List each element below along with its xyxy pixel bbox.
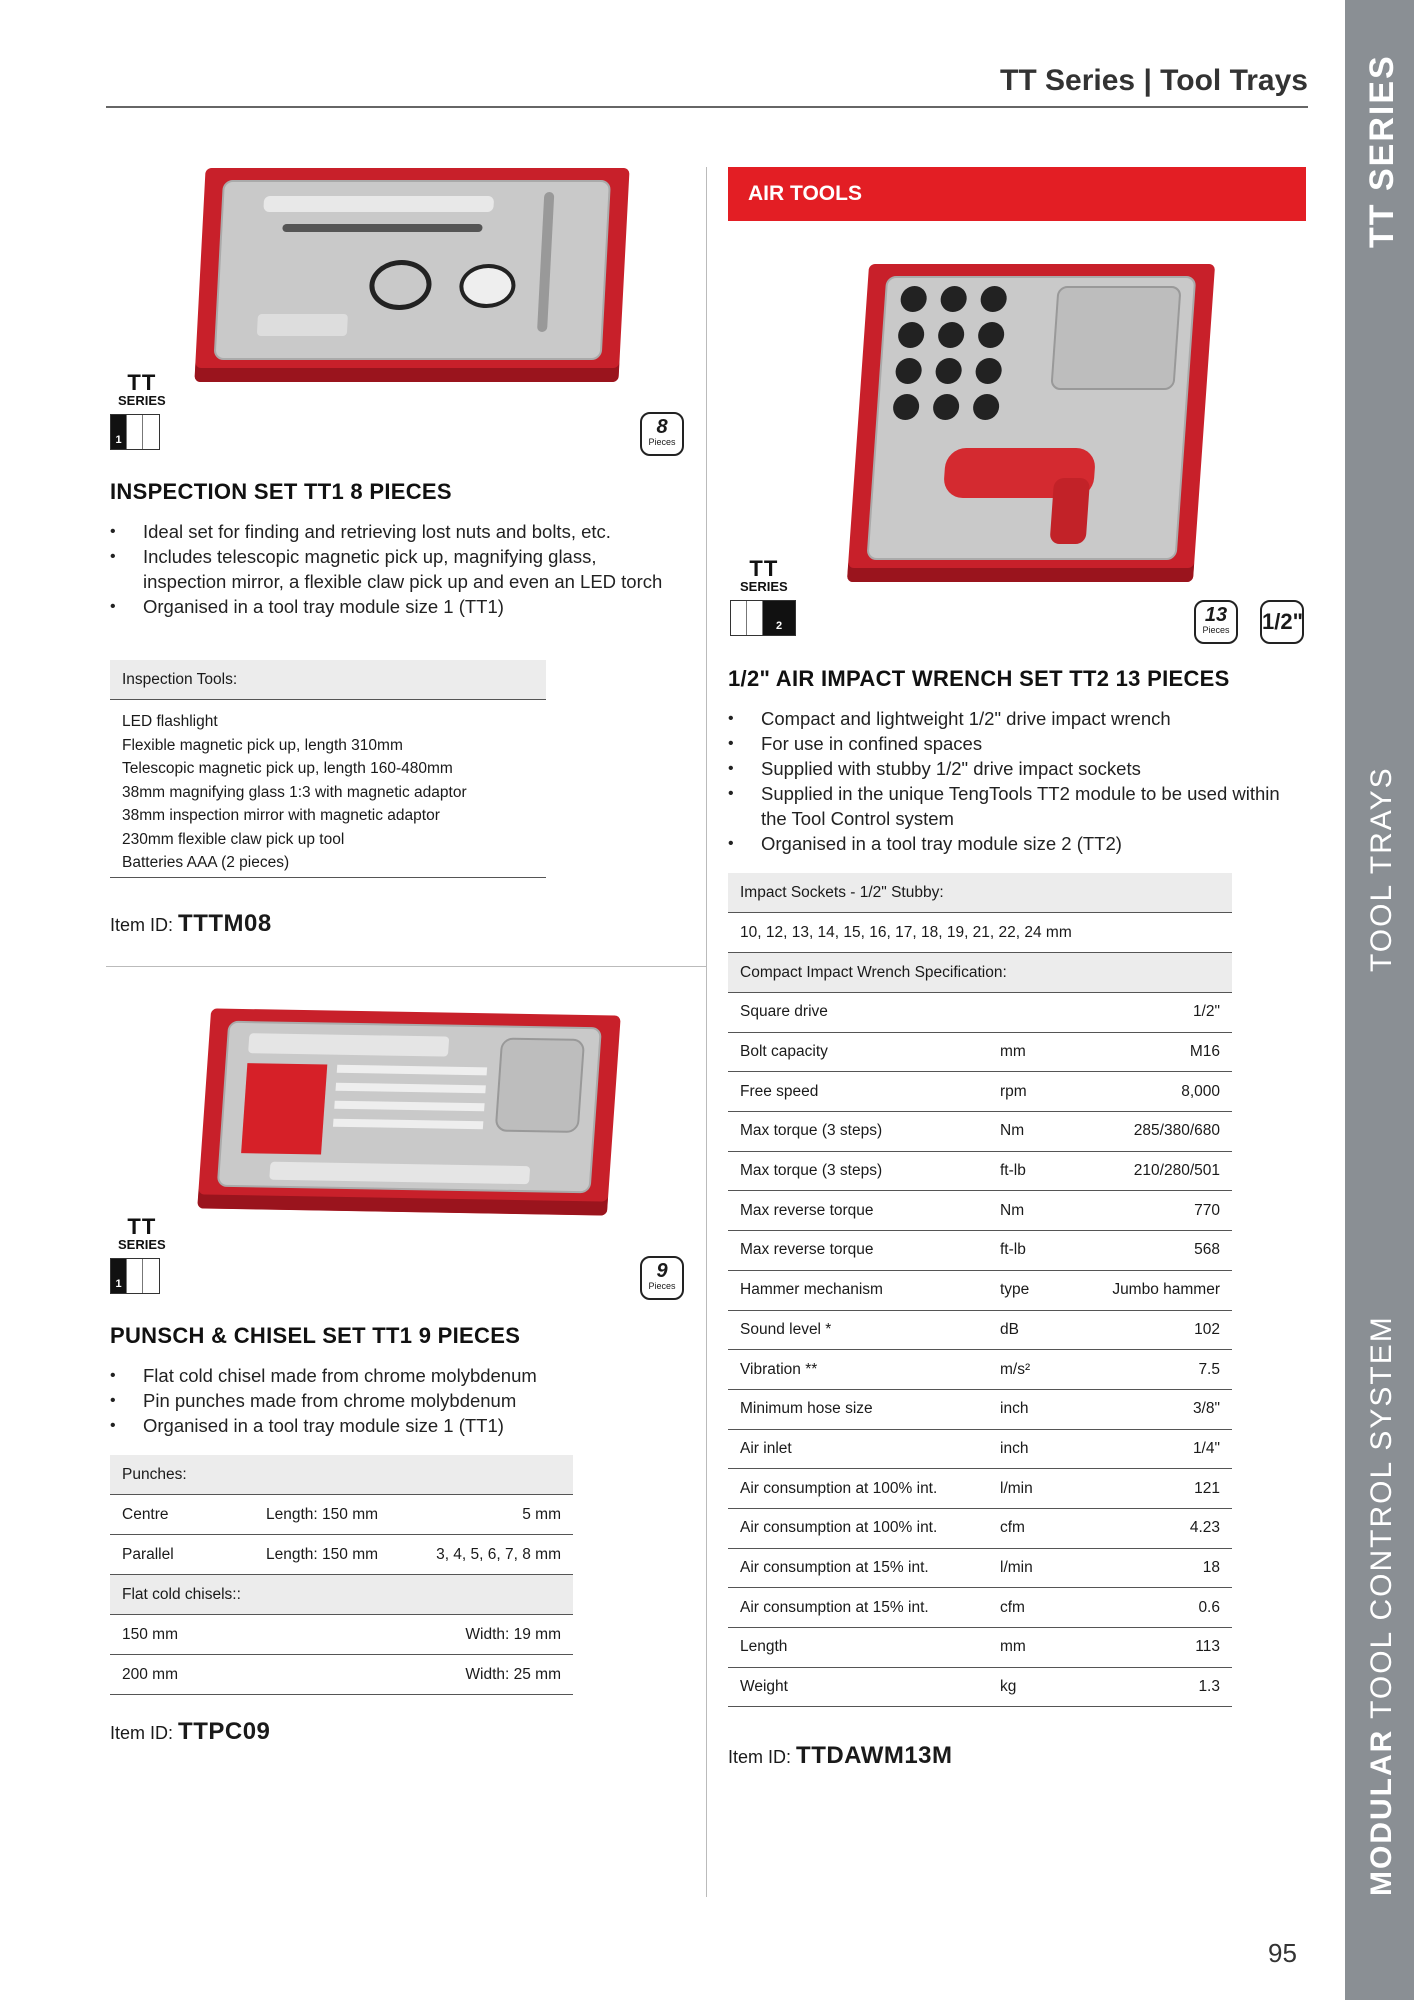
spec-unit: l/min (1000, 1558, 1033, 1576)
spec-label: Length (740, 1638, 788, 1656)
tt-label: TT (127, 1214, 157, 1239)
spec-label: Square drive (740, 1003, 828, 1021)
bullet-item: • Organised in a tool tray module size 1 (TT1) (110, 594, 670, 619)
spec-label: Air consumption at 15% int. (740, 1558, 929, 1576)
module-cell-2 (127, 415, 143, 449)
section-divider (106, 966, 706, 967)
module-cell-3 (143, 1259, 159, 1293)
spec-item: 38mm magnifying glass 1:3 with magnetic adaptor (122, 783, 467, 801)
tool-punch (333, 1119, 483, 1130)
tool-holder (241, 1063, 327, 1154)
item-id-value: TTPC09 (178, 1718, 271, 1745)
socket (897, 322, 925, 348)
socket (892, 394, 920, 420)
tool-chisel-bottom (269, 1162, 530, 1185)
tray-inner (217, 1021, 602, 1194)
spec-label: Max reverse torque (740, 1201, 874, 1219)
spec-unit: Nm (1000, 1201, 1025, 1219)
chisel-name: 200 mm (122, 1665, 178, 1683)
pieces-word: Pieces (1202, 625, 1230, 635)
spec-value: 18 (1202, 1558, 1220, 1576)
sockets-sizes: 10, 12, 13, 14, 15, 16, 17, 18, 19, 21, 22, 24 mm (728, 913, 1232, 953)
sidebar-tool-control-system: TOOL CONTROL SYSTEM (1365, 1315, 1398, 1719)
module-cell-3 (143, 415, 159, 449)
punch-size: 3, 4, 5, 6, 7, 8 mm (436, 1545, 561, 1563)
bullet-item: • Supplied in the unique TengTools TT2 module to be used within the Tool Control system (728, 781, 1298, 831)
spec-item: 230mm flexible claw pick up tool (122, 830, 345, 848)
socket (900, 286, 928, 312)
spec-row (728, 1311, 1232, 1351)
socket (940, 286, 968, 312)
spec-unit: dB (1000, 1320, 1019, 1338)
tool-punch (337, 1065, 487, 1076)
spec-row (728, 1628, 1232, 1668)
punch-row (110, 1535, 573, 1575)
spec-label: Air consumption at 100% int. (740, 1519, 938, 1537)
series-label: SERIES (118, 1237, 166, 1252)
pieces-word: Pieces (648, 1281, 676, 1291)
module-size-indicator (110, 414, 160, 450)
spec-label: Air consumption at 15% int. (740, 1598, 929, 1616)
spec-row (728, 1668, 1232, 1708)
inspection-title: INSPECTION SET TT1 8 PIECES (110, 479, 452, 504)
pieces-word: Pieces (648, 437, 676, 447)
spec-value: 102 (1194, 1320, 1220, 1338)
inspection-spec-header: Inspection Tools: (110, 660, 546, 700)
tt-series-badge (118, 372, 166, 407)
sidebar-tool-trays: TOOL TRAYS (1365, 766, 1398, 972)
spec-row (728, 1469, 1232, 1509)
module-cell-1: 1 (111, 415, 127, 449)
spec-label: Minimum hose size (740, 1400, 873, 1418)
pieces-badge (1194, 600, 1238, 644)
punch-name: Parallel (122, 1545, 174, 1563)
item-id-label: Item ID: (110, 1723, 174, 1743)
chisel-width: Width: 19 mm (465, 1625, 561, 1643)
spec-label: Max torque (3 steps) (740, 1122, 883, 1140)
chisels-header: Flat cold chisels:: (110, 1575, 573, 1615)
spec-row (728, 993, 1232, 1033)
pieces-badge (640, 1256, 684, 1300)
spec-row (728, 1072, 1232, 1112)
tray-compartment (495, 1038, 585, 1133)
punch-size: 5 mm (522, 1505, 561, 1523)
air-tools-banner: AIR TOOLS (728, 167, 1306, 221)
spec-label: Weight (740, 1678, 788, 1696)
tool-mirror (458, 264, 516, 308)
spec-row (728, 1390, 1232, 1430)
spec-unit: m/s² (1000, 1360, 1031, 1378)
spec-unit: inch (1000, 1400, 1029, 1418)
air-title: 1/2" AIR IMPACT WRENCH SET TT2 13 PIECES (728, 666, 1230, 691)
module-cell-1: 1 (111, 1259, 127, 1293)
item-id-label: Item ID: (110, 915, 174, 935)
page-title: TT Series | Tool Trays (1000, 64, 1308, 97)
module-cell-1 (731, 601, 747, 635)
spec-unit: type (1000, 1281, 1030, 1299)
column-divider (706, 167, 707, 1897)
item-id-value: TTDAWM13M (796, 1742, 953, 1769)
spec-unit: l/min (1000, 1479, 1033, 1497)
spec-label: Air consumption at 100% int. (740, 1479, 938, 1497)
spec-item: Batteries AAA (2 pieces) (122, 854, 290, 871)
socket (937, 322, 965, 348)
spec-row (728, 1191, 1232, 1231)
pieces-badge (640, 412, 684, 456)
bullet-item: • For use in confined spaces (728, 731, 1298, 756)
bullet-item: • Compact and lightweight 1/2" drive impact wrench (728, 706, 1298, 731)
socket (972, 394, 1000, 420)
spec-label: Sound level * (740, 1320, 832, 1338)
punch-name: Centre (122, 1505, 169, 1523)
item-id-value: TTTM08 (178, 910, 272, 937)
series-label: SERIES (118, 393, 166, 408)
tool-chisel-top (248, 1033, 449, 1056)
spec-value: 1/4" (1192, 1439, 1220, 1457)
bullet-item: • Pin punches made from chrome molybdenum (110, 1388, 670, 1413)
spec-row (728, 1271, 1232, 1311)
socket (935, 358, 963, 384)
page-header (106, 62, 1308, 108)
spec-unit: ft-lb (1000, 1241, 1026, 1259)
spec-unit: mm (1000, 1638, 1026, 1656)
spec-label: Bolt capacity (740, 1043, 828, 1061)
spec-row (728, 1430, 1232, 1470)
bullet-item: • Flat cold chisel made from chrome molybdenum (110, 1363, 670, 1388)
inspection-set-image (194, 168, 629, 382)
tool-claw (257, 314, 348, 336)
bullet-item: • Organised in a tool tray module size 2 (TT2) (728, 831, 1298, 856)
socket (895, 358, 923, 384)
wrench-spec-header: Compact Impact Wrench Specification: (728, 953, 1232, 993)
punches-header: Punches: (110, 1455, 573, 1495)
chisel-row (110, 1615, 573, 1655)
page-number: 95 (1268, 1938, 1297, 1968)
tool-magnifier (368, 260, 433, 310)
module-cell-2 (127, 1259, 143, 1293)
tool-flexible (537, 192, 554, 332)
series-label: SERIES (740, 579, 788, 594)
spec-item: Flexible magnetic pick up, length 310mm (122, 736, 403, 754)
socket (980, 286, 1008, 312)
spec-item: Telescopic magnetic pick up, length 160-480mm (122, 760, 453, 777)
air-item-id (728, 1742, 953, 1770)
spec-value: 1/2" (1192, 1003, 1220, 1021)
tool-punch (335, 1083, 485, 1094)
spec-value: 3/8" (1192, 1400, 1220, 1418)
module-size-indicator (730, 600, 796, 636)
punch-length: Length: 150 mm (266, 1545, 379, 1563)
spec-row (728, 1549, 1232, 1589)
spec-value: 210/280/501 (1133, 1162, 1220, 1180)
socket (977, 322, 1005, 348)
spec-unit: Nm (1000, 1122, 1025, 1140)
spec-value: 0.6 (1198, 1598, 1220, 1616)
spec-unit: cfm (1000, 1598, 1025, 1616)
sidebar-modular-tool-control (1365, 1315, 1399, 1896)
chisel-bullets (110, 1363, 670, 1438)
tray-inner (866, 276, 1196, 560)
drive-size-badge: 1/2" (1260, 600, 1304, 644)
bullet-item: • Ideal set for finding and retrieving lost nuts and bolts, etc. (110, 519, 670, 544)
wrench-spec-table (728, 993, 1232, 1707)
pieces-count: 9 (656, 1260, 668, 1282)
sidebar (1345, 0, 1414, 2000)
air-impact-set-image (847, 264, 1215, 582)
tt-label: TT (749, 556, 779, 581)
spec-unit: rpm (1000, 1082, 1027, 1100)
tray-compartment (1050, 286, 1181, 390)
tt-label: TT (127, 370, 157, 395)
inspection-item-id (110, 910, 272, 938)
spec-row (728, 1588, 1232, 1628)
punch-length: Length: 150 mm (266, 1505, 379, 1523)
chisel-item-id (110, 1718, 270, 1746)
module-size-indicator (110, 1258, 160, 1294)
spec-value: Jumbo hammer (1112, 1281, 1220, 1299)
spec-unit: mm (1000, 1043, 1026, 1061)
spec-row (728, 1509, 1232, 1549)
spec-label: Air inlet (740, 1439, 792, 1457)
tool-punch (334, 1101, 484, 1112)
chisel-width: Width: 25 mm (465, 1665, 561, 1683)
tt-series-badge (118, 1216, 166, 1251)
chisel-name: 150 mm (122, 1625, 178, 1643)
impact-wrench-handle (1050, 478, 1091, 544)
chisel-row (110, 1655, 573, 1695)
pieces-count: 13 (1204, 604, 1228, 626)
inspection-bullets (110, 519, 670, 619)
punch-row (110, 1495, 573, 1535)
inspection-spec-list (110, 700, 546, 878)
chisel-title: PUNSCH & CHISEL SET TT1 9 PIECES (110, 1323, 521, 1348)
air-bullets (728, 706, 1298, 856)
spec-value: 4.23 (1189, 1519, 1220, 1537)
spec-label: Hammer mechanism (740, 1281, 883, 1299)
spec-row (728, 1350, 1232, 1390)
spec-value: 7.5 (1198, 1360, 1220, 1378)
spec-value: 8,000 (1181, 1082, 1220, 1100)
spec-unit: kg (1000, 1678, 1017, 1696)
module-cell-2 (747, 601, 763, 635)
item-id-label: Item ID: (728, 1747, 792, 1767)
sockets-group (891, 286, 1031, 436)
module-cell-3: 2 (763, 601, 795, 635)
spec-label: Vibration ** (740, 1360, 818, 1378)
spec-unit: ft-lb (1000, 1162, 1026, 1180)
tool-pickup (282, 224, 482, 232)
spec-value: 770 (1194, 1201, 1220, 1219)
spec-value: 568 (1194, 1241, 1220, 1259)
spec-row (728, 1231, 1232, 1271)
spec-label: Max torque (3 steps) (740, 1162, 883, 1180)
chisel-set-image (197, 1008, 621, 1215)
spec-row (728, 1152, 1232, 1192)
spec-label: Max reverse torque (740, 1241, 874, 1259)
spec-value: 285/380/680 (1133, 1122, 1220, 1140)
sockets-header: Impact Sockets - 1/2" Stubby: (728, 873, 1232, 913)
tt-series-badge (740, 558, 788, 593)
tool-telescopic (263, 196, 494, 212)
socket (975, 358, 1003, 384)
spec-label: Free speed (740, 1082, 819, 1100)
spec-item: 38mm inspection mirror with magnetic adaptor (122, 807, 440, 824)
spec-value: M16 (1189, 1043, 1220, 1061)
tray-inner (214, 180, 611, 360)
pieces-count: 8 (656, 416, 668, 438)
spec-row (728, 1033, 1232, 1073)
bullet-item: • Includes telescopic magnetic pick up, magnifying glass, inspection mirror, a flexible claw pick up and even an LED torch (110, 544, 670, 594)
sidebar-modular: MODULAR (1365, 1728, 1398, 1896)
spec-item: LED flashlight (122, 713, 218, 730)
spec-value: 121 (1194, 1479, 1220, 1497)
socket (932, 394, 960, 420)
spec-value: 113 (1195, 1638, 1220, 1656)
bullet-item: • Organised in a tool tray module size 1 (TT1) (110, 1413, 670, 1438)
spec-unit: inch (1000, 1439, 1029, 1457)
spec-unit: cfm (1000, 1519, 1025, 1537)
spec-value: 1.3 (1198, 1678, 1220, 1696)
spec-row (728, 1112, 1232, 1152)
sidebar-tt-series: TT SERIES (1363, 54, 1401, 248)
bullet-item: • Supplied with stubby 1/2" drive impact sockets (728, 756, 1298, 781)
